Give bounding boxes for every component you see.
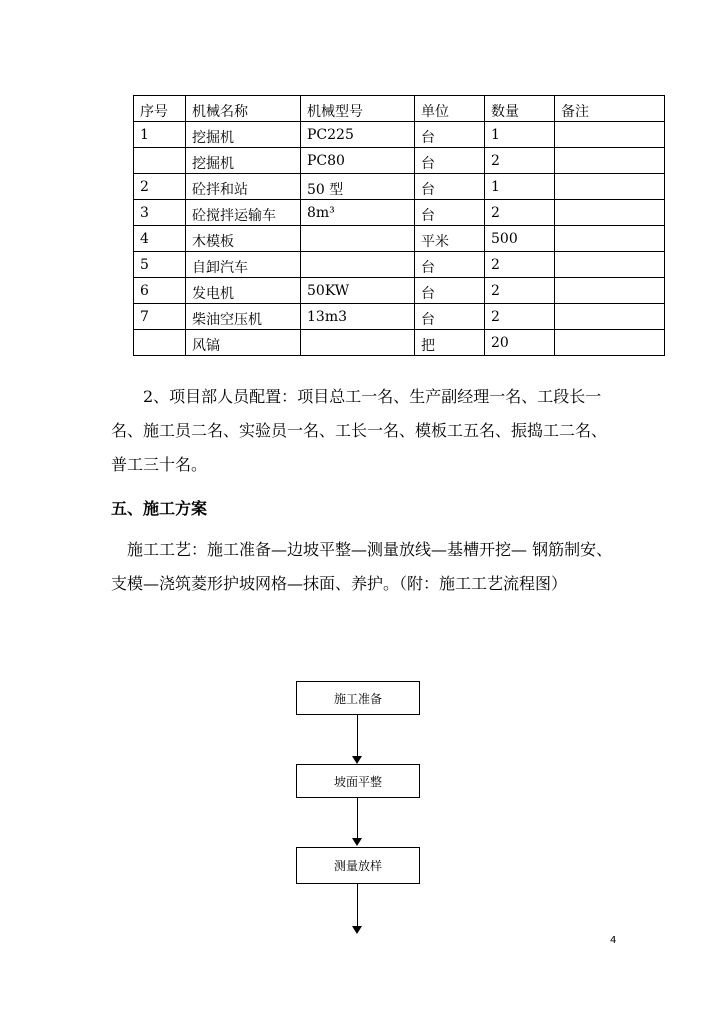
table-row [134,304,665,330]
table-row [134,200,665,226]
table-cell: 挖掘机 [186,148,301,174]
table-cell: 3 [134,200,186,226]
staffing-paragraph [111,380,617,482]
section-heading: 五、施工方案 [111,499,208,518]
table-cell [555,226,665,252]
table-cell: 7 [134,304,186,330]
table-header-cell: 机械名称 [186,96,301,122]
table-cell [555,122,665,148]
table-cell: 1 [134,122,186,148]
table-cell: 1 [485,174,555,200]
table-row [134,122,665,148]
table-cell: 台 [415,278,485,304]
table-cell: 台 [415,122,485,148]
table-cell: 50KW [301,278,415,304]
table-cell: 2 [485,278,555,304]
table-cell: 柴油空压机 [186,304,301,330]
table-cell: 台 [415,148,485,174]
table-cell [301,226,415,252]
flow-step-box: 测量放样 [296,847,420,884]
table-cell [555,330,665,356]
flow-arrow-line [357,715,358,759]
table-header-cell: 机械型号 [301,96,415,122]
table-cell: 2 [485,200,555,226]
staffing-text: 项目总工一名、生产副经理一名、工段长一名、施工员二名、实验员一名、工长一名、模板工五名、振捣工二名、普工三十名。 [111,387,608,474]
table-cell: 2 [485,148,555,174]
flow-step-box: 施工准备 [296,681,420,715]
table-cell: 2 [134,174,186,200]
table-cell: 台 [415,304,485,330]
table-header-cell: 数量 [485,96,555,122]
table-row [134,148,665,174]
flow-arrow-line [357,884,358,926]
table-cell [555,304,665,330]
table-header-cell: 单位 [415,96,485,122]
table-cell: 砼拌和站 [186,174,301,200]
table-cell [134,148,186,174]
table-cell: 5 [134,252,186,278]
table-cell: 8m³ [301,200,415,226]
table-cell: 平米 [415,226,485,252]
arrow-down-icon [352,926,362,934]
table-cell: 6 [134,278,186,304]
table-cell: 木模板 [186,226,301,252]
table-cell [301,252,415,278]
table-cell: 发电机 [186,278,301,304]
table-cell [555,278,665,304]
table-cell [555,148,665,174]
table-cell [555,252,665,278]
arrow-down-icon [352,838,362,846]
table-cell [555,174,665,200]
process-paragraph: 施工工艺：施工准备—边坡平整—测量放线—基槽开挖— 钢筋制安、支模—浇筑菱形护坡网格—抹面、养护。（附：施工工艺流程图） [111,540,613,593]
table-cell: PC225 [301,122,415,148]
table-cell: 1 [485,122,555,148]
page-number: 4 [610,935,617,946]
table-cell: 20 [485,330,555,356]
table-cell: 风镐 [186,330,301,356]
table-cell [301,330,415,356]
table-cell [134,330,186,356]
table-header-row [134,96,665,122]
table-cell: 2 [485,252,555,278]
table-cell: 自卸汽车 [186,252,301,278]
staffing-label: 2、项目部人员配置： [143,387,298,406]
table-row [134,174,665,200]
flow-arrow-line [357,798,358,840]
arrow-down-icon [352,756,362,764]
table-cell: 把 [415,330,485,356]
table-cell: 台 [415,200,485,226]
table-cell: 2 [485,304,555,330]
table-cell: 砼搅拌运输车 [186,200,301,226]
table-cell: 13m3 [301,304,415,330]
table-header-cell: 备注 [555,96,665,122]
table-header-cell: 序号 [134,96,186,122]
table-cell: 500 [485,226,555,252]
table-cell: 挖掘机 [186,122,301,148]
table-cell: 4 [134,226,186,252]
table-row [134,278,665,304]
table-cell: 台 [415,252,485,278]
table-cell: PC80 [301,148,415,174]
table-cell: 台 [415,174,485,200]
table-row [134,226,665,252]
table-row [134,330,665,356]
table-row [134,252,665,278]
table-cell: 50 型 [301,174,415,200]
table-cell [555,200,665,226]
flow-step-box: 坡面平整 [296,764,420,798]
machinery-table [133,95,665,356]
